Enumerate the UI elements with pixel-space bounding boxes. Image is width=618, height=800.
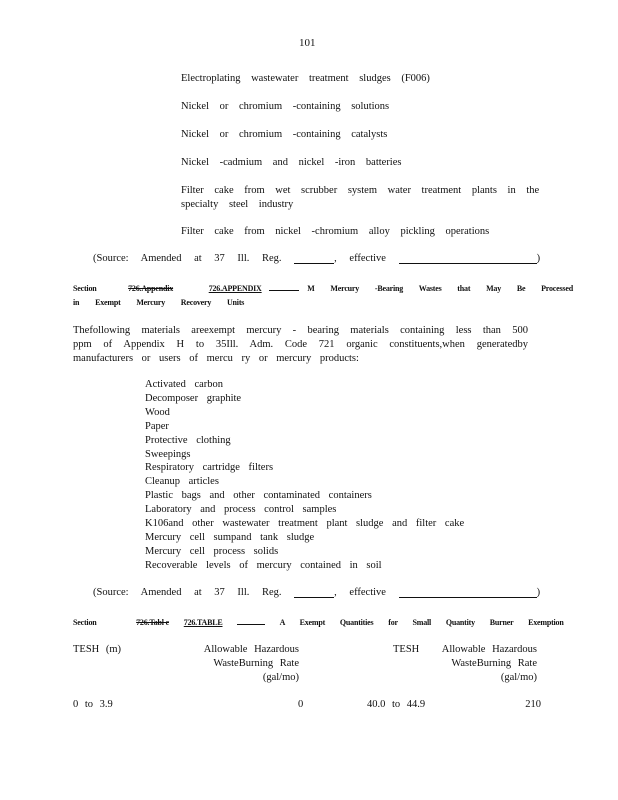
source-effective: effective bbox=[349, 587, 386, 598]
source-amended: Amended bbox=[140, 253, 182, 264]
list-item: Respiratory cartridge filters bbox=[145, 462, 274, 474]
header-line: (gal/mo) bbox=[262, 672, 299, 683]
source-close: ) bbox=[536, 253, 541, 264]
table-header-rate-left bbox=[190, 643, 299, 685]
list-item: Paper bbox=[145, 420, 169, 432]
list-item: Filter cake from wet scrubber system water treatment plants in the specialty steel industry bbox=[181, 185, 540, 210]
struck-text: 726.Tabl e bbox=[136, 618, 169, 627]
table-cell-rate-left: 0 bbox=[298, 699, 304, 710]
header-line: WasteBurning Rate bbox=[451, 658, 537, 669]
effective-blank bbox=[399, 587, 537, 598]
added-text: 726.APPENDIX bbox=[208, 284, 262, 293]
source-open: (Source: bbox=[93, 587, 129, 598]
section-heading-table-a bbox=[73, 618, 564, 627]
reg-blank bbox=[294, 587, 334, 598]
table-header-rate-right bbox=[428, 643, 537, 685]
source-effective: effective bbox=[349, 253, 386, 264]
list-item: Nickel or chromium -containing catalysts bbox=[181, 129, 388, 140]
source-note bbox=[93, 587, 540, 598]
list-item: Decomposer graphite bbox=[145, 392, 242, 404]
section-title: A Exempt Quantities for Small Quantity Burner Exemption bbox=[279, 618, 564, 627]
list-item: Mercury cell sumpand tank sludge bbox=[145, 531, 315, 543]
list-item: Mercury cell process solids bbox=[145, 545, 279, 557]
list-item: Nickel or chromium -containing solutions bbox=[181, 101, 390, 112]
source-note bbox=[93, 253, 540, 264]
header-line: Allowable Hazardous bbox=[203, 644, 299, 655]
list-item: Plastic bags and other contaminated containers bbox=[145, 490, 372, 502]
source-reg: at 37 Ill. Reg. bbox=[194, 587, 282, 598]
source-amended: Amended bbox=[140, 587, 182, 598]
section-word: Section bbox=[73, 618, 97, 627]
list-item: Laboratory and process control samples bbox=[145, 504, 337, 516]
section-title-line1: M Mercury -Bearing Wastes that May Be Processed bbox=[307, 284, 573, 293]
intro-paragraph: Thefollowing materials areexempt mercury - bearing materials containing less than 500 ppm of Appendix H to 35Ill. Adm. Code 721 organic constituents,when generatedby manufacturers or users of mercu ry or mercury products: bbox=[73, 325, 528, 364]
list-item: Wood bbox=[145, 406, 170, 418]
page-number: 101 bbox=[299, 37, 316, 49]
table-cell-tesh-right: 40.0 to 44.9 bbox=[367, 699, 426, 710]
table-header-tesh-right: TESH bbox=[393, 644, 420, 655]
source-close: ) bbox=[536, 587, 541, 598]
reg-blank bbox=[294, 253, 334, 264]
section-heading-appendix-m-line2 bbox=[73, 298, 244, 307]
section-word: Section bbox=[73, 284, 97, 293]
section-title-line2: in Exempt Mercury Recovery Units bbox=[73, 298, 245, 307]
header-line: (gal/mo) bbox=[500, 672, 537, 683]
source-comma: , bbox=[334, 587, 337, 598]
added-text: 726.TABLE bbox=[183, 618, 223, 627]
list-item: K106and other wastewater treatment plant sludge and filter cake bbox=[145, 518, 465, 530]
source-comma: , bbox=[334, 253, 337, 264]
struck-text: 726.Appendix bbox=[128, 284, 174, 293]
header-line: Allowable Hazardous bbox=[441, 644, 537, 655]
section-heading-appendix-m bbox=[73, 284, 573, 293]
exempt-materials-list bbox=[145, 378, 464, 573]
list-item: Protective clothing bbox=[145, 434, 231, 446]
source-reg: at 37 Ill. Reg. bbox=[194, 253, 282, 264]
effective-blank bbox=[399, 253, 537, 264]
source-open: (Source: bbox=[93, 253, 129, 264]
list-item: Filter cake from nickel -chromium alloy pickling operations bbox=[181, 226, 490, 237]
list-item: Cleanup articles bbox=[145, 476, 219, 488]
table-cell-tesh-left: 0 to 3.9 bbox=[73, 699, 113, 710]
list-item: Recoverable levels of mercury contained in soil bbox=[145, 559, 382, 571]
header-line: WasteBurning Rate bbox=[213, 658, 299, 669]
list-item: Sweepings bbox=[145, 448, 191, 460]
list-item: Electroplating wastewater treatment sludges (F006) bbox=[181, 73, 430, 84]
table-header-tesh-left: TESH (m) bbox=[73, 644, 122, 655]
list-item: Nickel -cadmium and nickel -iron batteries bbox=[181, 157, 402, 168]
list-item: Activated carbon bbox=[145, 379, 224, 390]
table-cell-rate-right: 210 bbox=[525, 699, 541, 710]
